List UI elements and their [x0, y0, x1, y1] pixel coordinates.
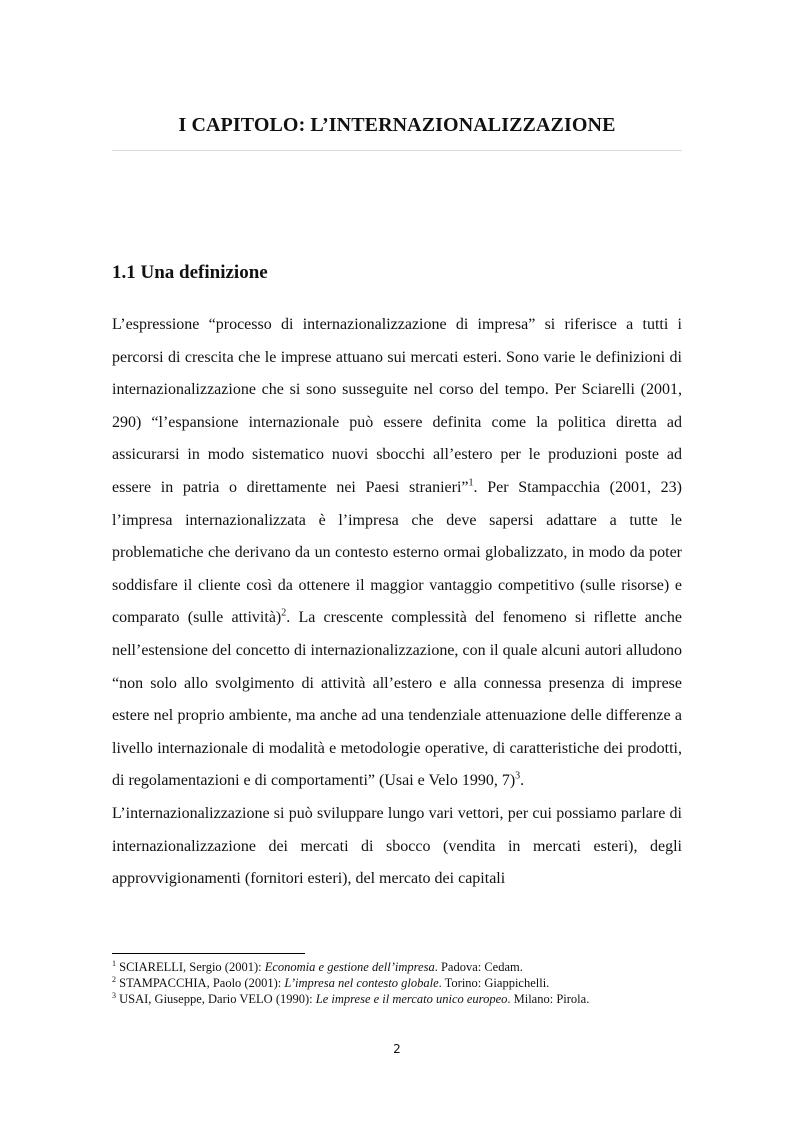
- footnote-2: [112, 975, 682, 991]
- footnote-number: 2: [112, 974, 116, 984]
- footnote-title: Economia e gestione dell’impresa: [264, 960, 435, 974]
- footnote-author: USAI, Giuseppe, Dario VELO (1990):: [116, 992, 316, 1006]
- footnote-title: L’impresa nel contesto globale: [284, 976, 439, 990]
- footnote-3: [112, 991, 682, 1007]
- paragraph-1-text-d: .: [520, 772, 525, 790]
- page-number: 2: [393, 1042, 401, 1056]
- footnote-number: 1: [112, 958, 116, 968]
- footnote-rest: . Padova: Cedam.: [434, 960, 523, 974]
- footnote-author: SCIARELLI, Sergio (2001):: [116, 960, 265, 974]
- paragraph-1-text-b: . Per Stampacchia (2001, 23) l’impresa internazionalizzata è l’impresa che deve sapersi adattare a tutte le problematiche che derivano da un contesto esterno ormai globalizzato, in modo da poter soddisfare il cliente così da ottenere il maggior vantaggio competitivo (sulle risorse) e comparato (sulle attività): [112, 478, 682, 627]
- footnote-author: STAMPACCHIA, Paolo (2001):: [116, 976, 285, 990]
- paragraph-1-text-a: L’espressione “processo di internazionalizzazione di impresa” si riferisce a tutti i percorsi di crescita che le imprese attuano sui mercati esteri. Sono varie le definizioni di internazionalizzazione che si sono susseguite nel corso del tempo. Per Sciarelli (2001, 290) “l’espansione internazionale può essere definita come la politica diretta ad assicurarsi in modo sistematico nuovi sbocchi all’estero per le produzioni poste ad essere in patria o direttamente nei Paesi stranieri”: [112, 316, 682, 496]
- paragraph-1-text-c: . La crescente complessità del fenomeno si riflette anche nell’estensione del concetto di internazionalizzazione, con il quale alcuni autori alludono “non solo allo svolgimento di attività all’estero e alla connessa presenza di imprese estere nel proprio ambiente, ma anche ad una tendenziale attenuazione delle differenze a livello internazionale di modalità e metodologie operative, di caratteristiche dei prodotti, di regolamentazioni e di comportamenti” (Usai e Velo 1990, 7): [112, 609, 682, 790]
- footnote-separator: [112, 953, 305, 954]
- body-text: [112, 309, 682, 896]
- footnote-ref-2[interactable]: 2: [281, 608, 287, 620]
- footnote-ref-1[interactable]: 1: [468, 477, 474, 489]
- footnote-number: 3: [112, 990, 116, 1000]
- section-heading: 1.1 Una definizione: [112, 262, 268, 283]
- paragraph-2: L’internazionalizzazione si può sviluppare lungo vari vettori, per cui possiamo parlare di internazionalizzazione dei mercati di sbocco (vendita in mercati esteri), degli approvvigionamenti (fornitori esteri), del mercato dei capitali: [112, 804, 682, 888]
- footnote-title: Le imprese e il mercato unico europeo: [315, 992, 508, 1006]
- footnotes: [112, 959, 682, 1007]
- chapter-title-underline: [112, 150, 682, 151]
- footnote-ref-3[interactable]: 3: [515, 770, 521, 782]
- chapter-title: I CAPITOLO: L’INTERNAZIONALIZZAZIONE: [178, 114, 616, 136]
- footnote-1: [112, 959, 682, 975]
- footnote-rest: . Torino: Giappichelli.: [438, 976, 550, 990]
- paragraph-1: [112, 309, 682, 798]
- footnote-rest: . Milano: Pirola.: [507, 992, 590, 1006]
